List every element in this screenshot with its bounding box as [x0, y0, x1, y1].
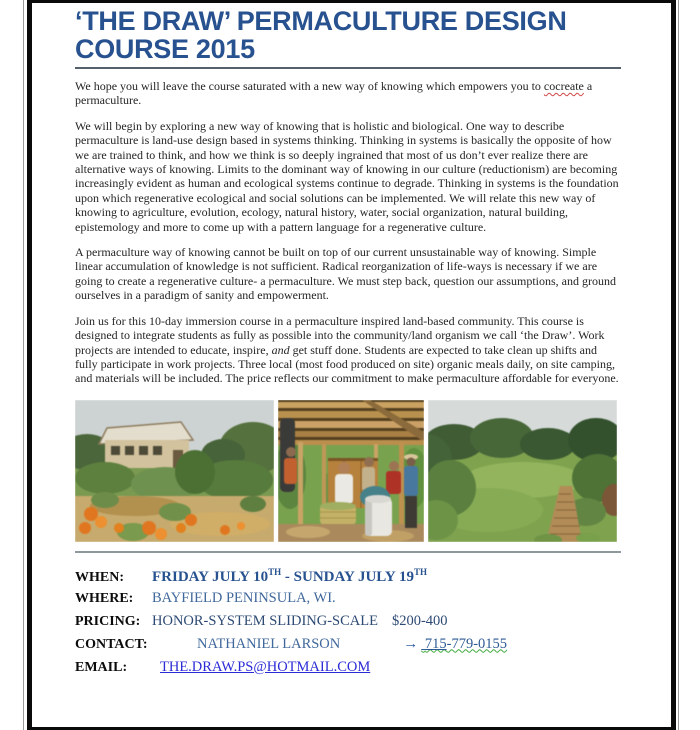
page-title-line1: ‘THE DRAW’ PERMACULTURE DESIGN: [75, 6, 567, 36]
contact-phone-rest[interactable]: -779-0155: [446, 635, 508, 652]
page-edge-left: [23, 0, 24, 730]
pricing-amount: $200-400: [391, 612, 448, 629]
detail-row-where: [75, 590, 621, 613]
photo-strip: [75, 400, 621, 542]
flyer-page: [27, 0, 676, 730]
systems-thinking-paragraph: We will begin by exploring a new way of knowing that is holistic and biological. One way to describe permaculture is land-use design based in systems thinking. Thinking in systems is basically the opposite of how we are trained to think, and how we think is so deeply ingrained that most of us don’t ever realize there are alternative ways of knowing. Limits to the dominant way of knowing in our culture (reductionism) are becoming increasingly evident as human and ecological systems continue to degrade. Thinking in systems is the foundation upon which regenerative ecological and social solutions can be implemented. We will relate this new way of knowing to agriculture, evolution, ecology, natural history, water, social organization, natural building, epistemology and more to come up with a pattern language for a regenerative culture.: [75, 118, 619, 234]
meadow-boardwalk-image: [428, 400, 617, 542]
detail-row-pricing: [75, 613, 621, 636]
intro-paragraph: [75, 79, 621, 108]
course-text-post: get stuff done. Students are expected to take clean up shifts and fully participate in work projects. Three local (most food produced on site) organic meals daily, on site camping, and materials will be included. The price reflects our commitment to make permaculture affordable for everyone.: [75, 342, 619, 386]
intro-text-post: a permaculture.: [75, 79, 593, 108]
email-link[interactable]: THE.DRAW.PS@HOTMAIL.COM: [160, 658, 371, 675]
meadow-boardwalk-photo: [428, 400, 617, 542]
timber-frame-workshop-photo: [278, 400, 424, 542]
email-label: EMAIL:: [75, 659, 128, 675]
when-value: [152, 567, 427, 586]
when-date-start: FRIDAY JULY 10: [152, 568, 269, 585]
course-description-paragraph: [75, 314, 621, 386]
contact-label: CONTACT:: [75, 636, 148, 652]
where-value: BAYFIELD PENINSULA, WI.: [152, 589, 336, 606]
contact-name: NATHANIEL LARSON: [197, 635, 341, 652]
detail-row-email: [75, 659, 621, 682]
when-label: WHEN:: [75, 569, 124, 585]
garden-and-house-photo: [75, 400, 274, 542]
detail-row-contact: [75, 636, 621, 659]
garden-and-house-image: [75, 400, 274, 542]
section-divider: [75, 551, 621, 553]
where-label: WHERE:: [75, 590, 134, 606]
event-details: [75, 567, 621, 682]
page-title-line2: COURSE 2015: [75, 34, 255, 64]
when-date-end: - SUNDAY JULY 19: [281, 568, 414, 585]
pricing-label: PRICING:: [75, 613, 141, 629]
detail-row-when: [75, 567, 621, 590]
page-edge-right: [678, 0, 679, 730]
course-text-pre: Join us for this 10-day immersion course in a permaculture inspired land-based community. This course is designed to integrate students as fully as possible into the community/land organism we call ‘the Draw’. Work projects are intended to educate, inspire,: [75, 313, 605, 357]
pricing-scale: HONOR-SYSTEM SLIDING-SCALE: [152, 612, 378, 629]
misspelled-word: cocreate: [543, 79, 584, 93]
contact-phone-lead[interactable]: 715: [424, 635, 447, 652]
flyer-content: [75, 7, 621, 682]
intro-text-pre: We hope you will leave the course saturated with a new way of knowing which empowers you to: [75, 79, 544, 93]
reorganization-paragraph: A permaculture way of knowing cannot be built on top of our current unsustainable way of knowing. Simple linear accumulation of knowledge is not sufficient. Radical reorganization of life-ways is necessary if we are going to create a regenerative culture- a permaculture. We must step back, question our assumptions, and ground ourselves in a paradigm of sanity and empowerment.: [75, 245, 616, 303]
emphasized-and: and: [271, 342, 290, 357]
when-sup-1: TH: [268, 566, 282, 577]
right-arrow-icon: →: [403, 635, 419, 652]
when-sup-2: TH: [413, 566, 427, 577]
title-divider: [75, 67, 621, 69]
timber-frame-workshop-image: [278, 400, 424, 542]
page-title: [75, 7, 621, 63]
contact-phone[interactable]: [421, 636, 507, 653]
